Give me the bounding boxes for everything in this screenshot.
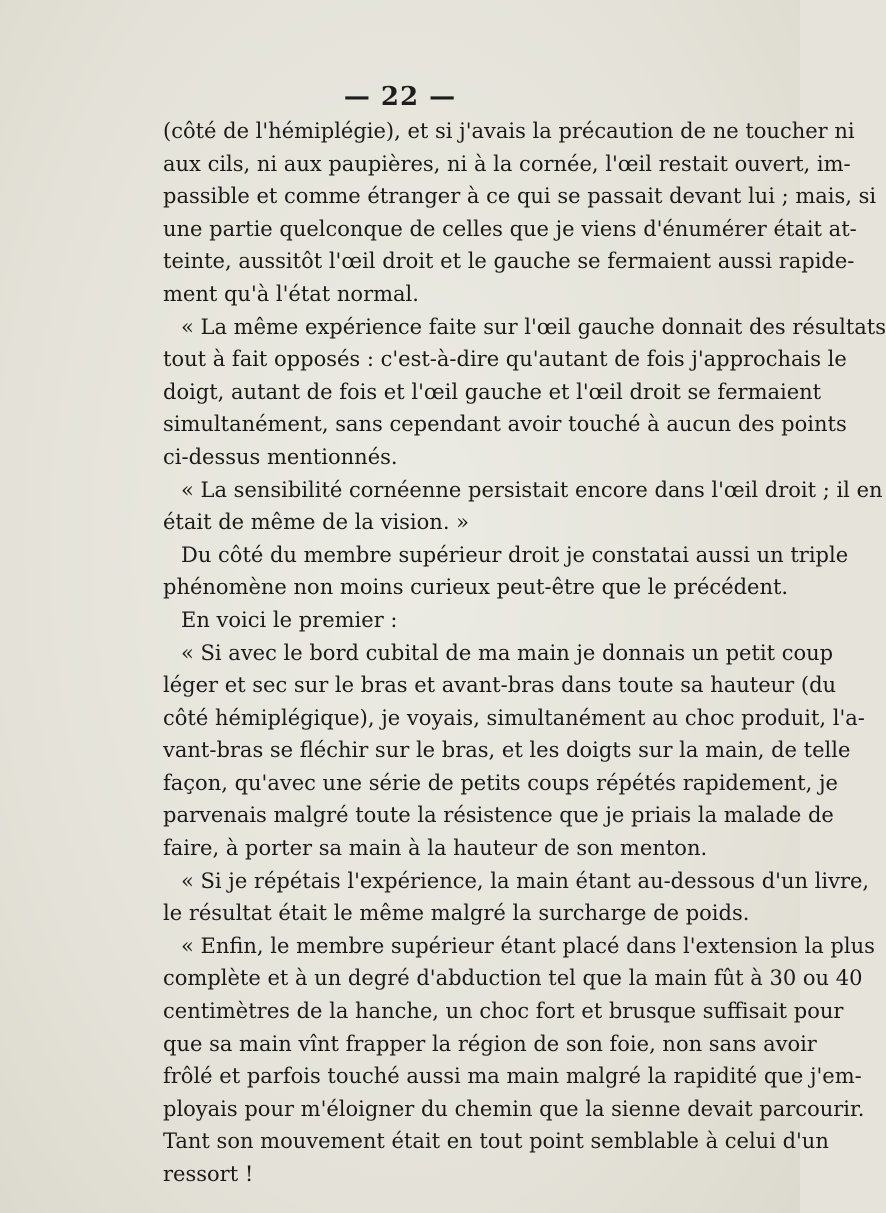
text-line: (côté de l'hémiplégie), et si j'avais la précaution de ne toucher ni: [163, 119, 855, 143]
page-number: — 22 —: [343, 82, 457, 112]
text-line: ment qu'à l'état normal.: [163, 281, 419, 306]
text-line: « La même expérience faite sur l'œil gauche donnait des résultats: [181, 314, 886, 339]
text-line: frôlé et parfois touché aussi ma main malgré la rapidité que j'em-: [163, 1064, 862, 1089]
text-line: Tant son mouvement était en tout point semblable à celui d'un: [163, 1129, 829, 1154]
text-line: façon, qu'avec une série de petits coups répétés rapidement, je: [163, 770, 838, 795]
text-line: tout à fait opposés : c'est-à-dire qu'autant de fois j'approchais le: [163, 347, 847, 372]
text-line: faire, à porter sa main à la hauteur de son menton.: [163, 836, 708, 861]
text-line: « Si je répétais l'expérience, la main étant au-dessous d'un livre,: [181, 868, 870, 893]
text-line: une partie quelconque de celles que je viens d'énumérer était at-: [163, 216, 857, 241]
text-line: vant-bras se fléchir sur le bras, et les doigts sur la main, de telle: [163, 738, 851, 763]
text-line: simultanément, sans cependant avoir touché à aucun des points: [163, 412, 847, 437]
text-line: phénomène non moins curieux peut-être que le précédent.: [163, 575, 789, 600]
text-line: complète et à un degré d'abduction tel que la main fût à 30 ou 40: [163, 966, 863, 991]
text-line: teinte, aussitôt l'œil droit et le gauche se fermaient aussi rapide-: [163, 249, 855, 274]
text-line: le résultat était le même malgré la surcharge de poids.: [163, 901, 750, 926]
text-line: aux cils, ni aux paupières, ni à la cornée, l'œil restait ouvert, im-: [163, 151, 851, 176]
text-line: En voici le premier :: [181, 607, 398, 632]
text-line: était de même de la vision. »: [163, 510, 470, 535]
text-line: ressort !: [163, 1162, 254, 1186]
text-line: passible et comme étranger à ce qui se passait devant lui ; mais, si: [163, 184, 877, 209]
text-line: parvenais malgré toute la résistence que je priais la malade de: [163, 803, 834, 828]
text-line: ci-dessus mentionnés.: [163, 444, 398, 469]
text-line: centimètres de la hanche, un choc fort et brusque suffisait pour: [163, 999, 844, 1024]
text-line: léger et sec sur le bras et avant-bras dans toute sa hauteur (du: [163, 673, 837, 698]
text-line: doigt, autant de fois et l'œil gauche et l'œil droit se fermaient: [163, 379, 822, 404]
body-text: [163, 115, 886, 1191]
text-line: « Enfin, le membre supérieur étant placé dans l'extension la plus: [181, 933, 875, 958]
text-line: ployais pour m'éloigner du chemin que la sienne devait parcourir.: [163, 1096, 865, 1121]
text-line: Du côté du membre supérieur droit je constatai aussi un triple: [181, 542, 849, 567]
text-line: que sa main vînt frapper la région de son foie, non sans avoir: [163, 1031, 817, 1056]
text-line: « Si avec le bord cubital de ma main je donnais un petit coup: [181, 640, 834, 665]
text-line: « La sensibilité cornéenne persistait encore dans l'œil droit ; il en: [181, 477, 883, 502]
text-line: côté hémiplégique), je voyais, simultanément au choc produit, l'a-: [163, 705, 865, 730]
